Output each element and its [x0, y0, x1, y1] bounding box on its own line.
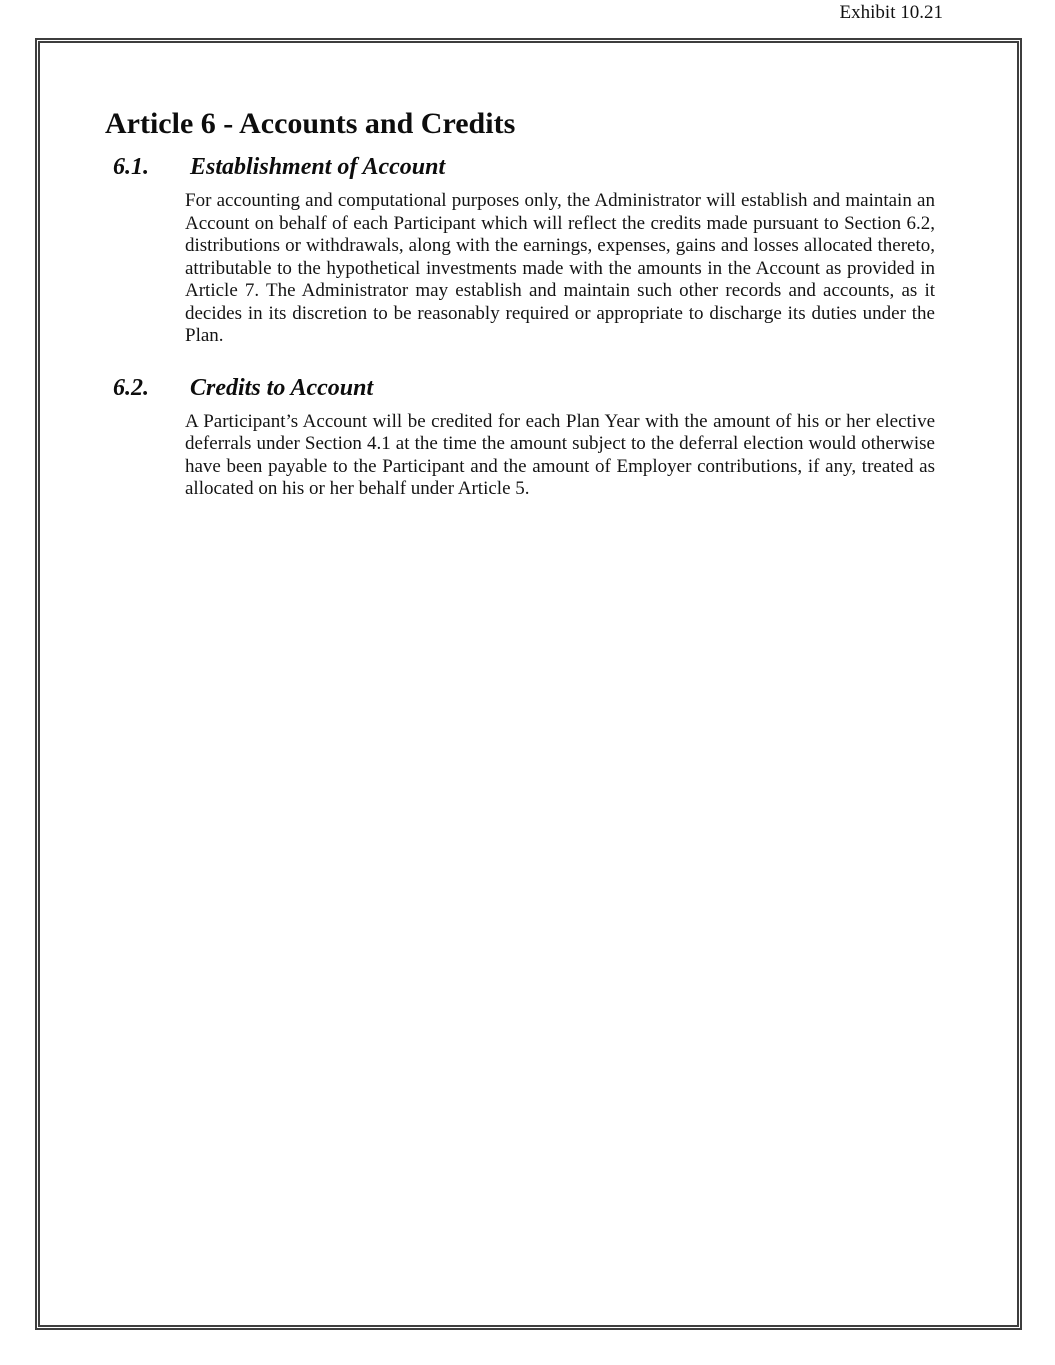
section-title: Establishment of Account: [190, 154, 446, 180]
section-6-1-paragraph: For accounting and computational purposes only, the Administrator will establish and maintain an Account on behalf of each Participant which will reflect the credits made pursuant to Section 6.2, distributions or withdrawals, along with the earnings, expenses, gains and losses allocated thereto, attributable to the hypothetical investments made with the amounts in the Account as provided in Article 7. The Administrator may establish and maintain such other records and accounts, as it decides in its discretion to be reasonably required or appropriate to discharge its duties under the Plan.: [185, 190, 935, 346]
section-number: 6.2.: [113, 374, 149, 401]
section-6-2-heading: [40, 373, 1017, 403]
section-6-2: [40, 373, 1017, 501]
section-6-1-heading: [40, 152, 1017, 182]
section-6-2-paragraph: A Participant’s Account will be credited for each Plan Year with the amount of his or her elective deferrals under Section 4.1 at the time the amount subject to the deferral election would otherwise have been payable to the Participant and the amount of Employer contributions, if any, treated as allocated on his or her behalf under Article 5.: [185, 410, 935, 499]
section-title: Credits to Account: [190, 374, 374, 401]
section-number: 6.1.: [113, 154, 149, 180]
article-heading: Article 6 - Accounts and Credits: [105, 107, 516, 140]
section-6-1: [40, 152, 1017, 348]
exhibit-label: Exhibit 10.21: [839, 2, 943, 23]
document-page-frame: [35, 38, 1022, 1330]
